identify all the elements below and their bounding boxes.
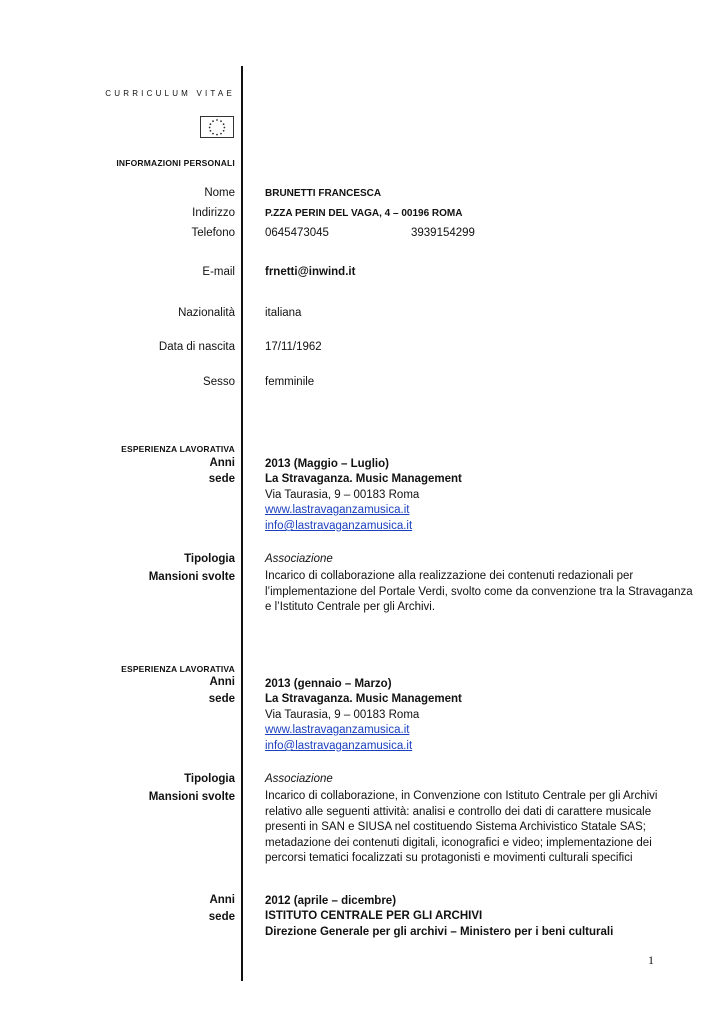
eu-flag-icon (200, 116, 234, 138)
vertical-divider (241, 66, 243, 981)
link-email-1[interactable]: info@lastravaganzamusica.it (265, 520, 413, 532)
value-anni-3: 2012 (aprile – dicembre) (265, 895, 397, 907)
section-experience-2: ESPERIENZA LAVORATIVA (121, 664, 235, 674)
value-sede-sub-3: Direzione Generale per gli archivi – Ministero per i beni culturali (265, 926, 614, 938)
label-data-nascita: Data di nascita (158, 341, 235, 353)
label-anni-3: Anni (209, 894, 235, 906)
link-web-1[interactable]: www.lastravaganzamusica.it (265, 504, 410, 516)
value-tipologia-2: Associazione (265, 773, 333, 785)
label-nazionalita: Nazionalità (178, 307, 235, 319)
label-sede-2: sede (208, 693, 235, 705)
value-anni-1: 2013 (Maggio – Luglio) (265, 458, 389, 470)
value-address-2: Via Taurasia, 9 – 00183 Roma (265, 709, 420, 721)
page-number: 1 (648, 953, 654, 967)
label-tipologia-1: Tipologia (184, 553, 235, 565)
label-tipologia-2: Tipologia (184, 773, 235, 785)
value-nome: BRUNETTI FRANCESCA (265, 188, 382, 199)
label-anni-2: Anni (209, 676, 235, 688)
label-sesso: Sesso (203, 376, 235, 388)
label-indirizzo: Indirizzo (192, 207, 235, 219)
label-email: E-mail (202, 266, 235, 278)
value-address-1: Via Taurasia, 9 – 00183 Roma (265, 489, 420, 501)
value-data-nascita: 17/11/1962 (265, 341, 322, 353)
value-telefono-1: 0645473045 (265, 227, 329, 239)
link-email-2[interactable]: info@lastravaganzamusica.it (265, 740, 413, 752)
label-telefono: Telefono (191, 227, 235, 239)
label-nome: Nome (204, 187, 235, 199)
value-telefono-2: 3939154299 (411, 227, 475, 239)
value-anni-2: 2013 (gennaio – Marzo) (265, 678, 392, 690)
value-indirizzo: P.ZZA PERIN DEL VAGA, 4 – 00196 ROMA (265, 208, 463, 219)
value-mansioni-2: Incarico di collaborazione, in Convenzione con Istituto Centrale per gli Archivi relativo alle seguenti attività: analisi e controllo dei dati di carattere musicale presenti in SAN e SIUSA nel costituendo Sistema Archivistico Statale SAS; metadazione dei contenuti digitali, iconografici e video; implementazione dei percorsi tematici focalizzati su protagonisti e movimenti culturali specifici (265, 790, 658, 864)
value-sede-1: La Stravaganza. Music Management (265, 473, 462, 485)
label-sede-3: sede (208, 911, 235, 923)
value-nazionalita: italiana (265, 307, 302, 319)
label-mansioni-2: Mansioni svolte (148, 791, 235, 803)
section-experience-1: ESPERIENZA LAVORATIVA (121, 444, 235, 454)
value-sede-3: ISTITUTO CENTRALE PER GLI ARCHIVI (265, 910, 483, 922)
value-sesso: femminile (265, 376, 315, 388)
label-mansioni-1: Mansioni svolte (148, 571, 235, 583)
value-sede-2: La Stravaganza. Music Management (265, 693, 462, 705)
label-anni-1: Anni (209, 457, 235, 469)
value-tipologia-1: Associazione (265, 553, 333, 565)
label-sede-1: sede (208, 473, 235, 485)
value-mansioni-1: Incarico di collaborazione alla realizzazione dei contenuti redazionali per l’implementazione del Portale Verdi, svolto come da convenzione tra la Stravaganza e l’Istituto Centrale per gli Archivi. (265, 570, 693, 613)
value-email[interactable]: frnetti@inwind.it (265, 266, 356, 278)
section-personal-info: INFORMAZIONI PERSONALI (116, 158, 235, 168)
cv-title: CURRICULUM VITAE (105, 89, 235, 98)
link-web-2[interactable]: www.lastravaganzamusica.it (265, 724, 410, 736)
